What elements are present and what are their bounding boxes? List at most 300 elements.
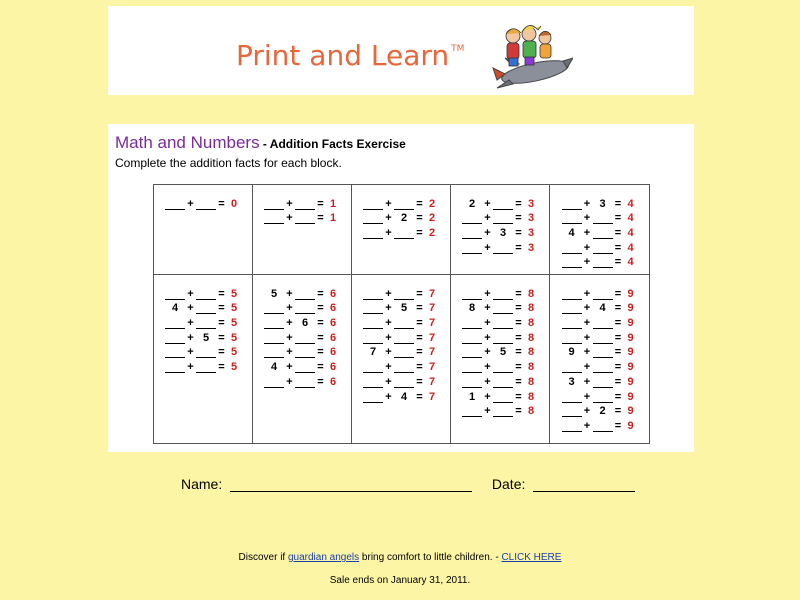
sum-value: 6 [329, 331, 337, 344]
trademark-mark: TM [451, 44, 465, 54]
blank-addend[interactable] [462, 406, 482, 417]
plus-sign: + [187, 287, 194, 300]
blank-addend[interactable] [196, 303, 216, 314]
blank-addend[interactable] [295, 289, 315, 300]
fact-row [550, 388, 649, 403]
plus-sign: + [286, 346, 293, 359]
blank-addend[interactable] [264, 303, 284, 314]
addend: 1 [468, 390, 476, 403]
blank-addend[interactable] [562, 257, 582, 268]
brand-name: Print and Learn [236, 39, 450, 72]
blank-addend[interactable] [295, 199, 315, 210]
plus-sign: + [187, 361, 194, 374]
blank-addend[interactable] [264, 318, 284, 329]
blank-addend[interactable] [493, 213, 513, 224]
plus-sign: + [385, 331, 392, 344]
plus-sign: + [187, 346, 194, 359]
promo-line [0, 552, 800, 563]
click-here-link[interactable]: CLICK HERE [501, 552, 562, 563]
blank-addend[interactable] [363, 377, 383, 388]
blank-addend[interactable] [165, 347, 185, 358]
equals-sign: = [317, 302, 324, 315]
sum-value: 8 [527, 317, 535, 330]
sum-value: 6 [329, 361, 337, 374]
fact-row [550, 254, 649, 269]
blank-addend[interactable] [462, 228, 482, 239]
plus-sign: + [385, 361, 392, 374]
blank-addend[interactable] [165, 333, 185, 344]
worksheet-subtitle: Addition Facts Exercise [269, 137, 406, 151]
equals-sign: = [614, 361, 622, 374]
plus-sign: + [484, 331, 491, 344]
addend: 5 [270, 287, 278, 300]
plus-sign: + [385, 212, 392, 225]
blank-addend[interactable] [196, 318, 216, 329]
blank-addend[interactable] [562, 213, 582, 224]
blank-addend[interactable] [462, 289, 482, 300]
addend: 5 [202, 331, 210, 344]
blank-addend[interactable] [593, 333, 613, 344]
fact-row [550, 373, 649, 388]
blank-addend[interactable] [363, 333, 383, 344]
plus-sign: + [484, 317, 491, 330]
plus-sign: + [286, 331, 293, 344]
equals-sign: = [218, 331, 225, 344]
addend: 2 [400, 212, 408, 225]
blank-addend[interactable] [363, 318, 383, 329]
sum-value: 8 [527, 302, 535, 315]
blank-addend[interactable] [165, 199, 185, 210]
plus-sign: + [187, 331, 194, 344]
addend: 3 [499, 227, 507, 240]
fact-row [550, 329, 649, 344]
blank-addend[interactable] [593, 377, 613, 388]
equals-sign: = [317, 361, 324, 374]
fact-row [550, 403, 649, 418]
equals-sign: = [515, 405, 522, 418]
blank-addend[interactable] [165, 289, 185, 300]
sum-value: 8 [527, 287, 535, 300]
sum-value: 5 [230, 287, 238, 300]
blank-addend[interactable] [493, 392, 513, 403]
fact-row [451, 344, 549, 359]
blank-addend[interactable] [462, 377, 482, 388]
blank-addend[interactable] [493, 303, 513, 314]
blank-addend[interactable] [394, 347, 414, 358]
blank-addend[interactable] [493, 362, 513, 373]
fact-row [352, 344, 450, 359]
equals-sign: = [614, 390, 622, 403]
blank-addend[interactable] [363, 362, 383, 373]
equals-sign: = [515, 390, 522, 403]
plus-sign: + [286, 197, 293, 210]
fact-row [253, 314, 351, 329]
blank-addend[interactable] [493, 333, 513, 344]
plus-sign: + [583, 317, 591, 330]
addition-facts-grid [153, 184, 650, 444]
equals-sign: = [218, 302, 225, 315]
plus-sign: + [286, 317, 293, 330]
addend: 8 [468, 302, 476, 315]
equals-sign: = [515, 317, 522, 330]
blank-addend[interactable] [462, 347, 482, 358]
equals-sign: = [317, 375, 324, 388]
date-label: Date: [491, 476, 526, 492]
equals-sign: = [317, 331, 324, 344]
blank-addend[interactable] [295, 213, 315, 224]
blank-addend[interactable] [493, 199, 513, 210]
plus-sign: + [385, 302, 392, 315]
blank-addend[interactable] [462, 243, 482, 254]
blank-addend[interactable] [562, 318, 582, 329]
sum-value: 5 [230, 302, 238, 315]
blank-addend[interactable] [165, 362, 185, 373]
blank-addend[interactable] [562, 421, 582, 432]
equals-sign: = [218, 287, 225, 300]
date-blank [533, 477, 635, 492]
sum-value: 6 [329, 346, 337, 359]
blank-addend[interactable] [394, 318, 414, 329]
equals-sign: = [416, 287, 423, 300]
blank-addend[interactable] [394, 377, 414, 388]
plus-sign: + [583, 212, 591, 225]
equals-sign: = [416, 302, 423, 315]
equals-sign: = [614, 331, 622, 344]
blank-addend[interactable] [363, 303, 383, 314]
fact-block-5 [550, 185, 649, 275]
fact-row [154, 285, 252, 300]
blank-addend[interactable] [363, 228, 383, 239]
sum-value: 8 [527, 390, 535, 403]
blank-addend[interactable] [264, 199, 284, 210]
fact-row [550, 239, 649, 254]
blank-addend[interactable] [593, 243, 613, 254]
blank-addend[interactable] [264, 347, 284, 358]
plus-sign: + [583, 331, 591, 344]
sum-value: 3 [527, 241, 535, 254]
equals-sign: = [218, 346, 225, 359]
sum-value: 3 [527, 212, 535, 225]
plus-sign: + [583, 390, 591, 403]
plus-sign: + [286, 287, 293, 300]
addend: 9 [568, 346, 575, 359]
fact-row [154, 344, 252, 359]
sum-value: 7 [428, 390, 436, 403]
worksheet-instructions: Complete the addition facts for each block. [115, 156, 342, 170]
blank-addend[interactable] [462, 318, 482, 329]
plus-sign: + [583, 227, 591, 240]
blank-addend[interactable] [593, 213, 613, 224]
equals-sign: = [614, 317, 622, 330]
addend: 3 [599, 197, 606, 210]
sum-value: 9 [627, 331, 634, 344]
sum-value: 5 [230, 331, 238, 344]
plus-sign: + [385, 346, 392, 359]
sum-value: 1 [329, 197, 337, 210]
blank-addend[interactable] [165, 318, 185, 329]
fact-row [352, 358, 450, 373]
blank-addend[interactable] [363, 199, 383, 210]
blank-addend[interactable] [593, 362, 613, 373]
fact-row [154, 329, 252, 344]
plus-sign: + [484, 212, 491, 225]
blank-addend[interactable] [593, 392, 613, 403]
blank-addend[interactable] [562, 199, 582, 210]
fact-row [253, 285, 351, 300]
fact-row [451, 314, 549, 329]
plus-sign: + [385, 375, 392, 388]
fact-row [154, 195, 252, 210]
blank-addend[interactable] [394, 228, 414, 239]
equals-sign: = [515, 241, 522, 254]
sum-value: 4 [627, 256, 634, 269]
plus-sign: + [583, 302, 591, 315]
sum-value: 5 [230, 346, 238, 359]
sum-value: 7 [428, 317, 436, 330]
sum-value: 6 [329, 302, 337, 315]
equals-sign: = [317, 287, 324, 300]
blank-addend[interactable] [394, 289, 414, 300]
addend: 4 [270, 361, 278, 374]
blank-addend[interactable] [394, 199, 414, 210]
title-separator: - [259, 137, 270, 151]
equals-sign: = [218, 317, 225, 330]
fact-row [550, 195, 649, 210]
fact-row [352, 224, 450, 239]
fact-row [253, 373, 351, 388]
fact-row [550, 314, 649, 329]
sum-value: 8 [527, 346, 535, 359]
plus-sign: + [484, 375, 491, 388]
plus-sign: + [286, 212, 293, 225]
blank-addend[interactable] [394, 333, 414, 344]
plus-sign: + [286, 375, 293, 388]
plus-sign: + [385, 197, 392, 210]
sum-value: 9 [627, 287, 634, 300]
blank-addend[interactable] [562, 243, 582, 254]
fact-row [352, 195, 450, 210]
blank-addend[interactable] [562, 303, 582, 314]
blank-addend[interactable] [264, 213, 284, 224]
blank-addend[interactable] [493, 289, 513, 300]
sum-value: 7 [428, 346, 436, 359]
addend: 5 [400, 302, 408, 315]
header-banner [108, 6, 694, 95]
blank-addend[interactable] [493, 318, 513, 329]
fact-block-10 [550, 275, 649, 443]
equals-sign: = [317, 197, 324, 210]
fact-block-9 [451, 275, 550, 443]
equals-sign: = [614, 405, 622, 418]
sum-value: 9 [627, 361, 634, 374]
fact-row [352, 285, 450, 300]
plus-sign: + [385, 390, 392, 403]
fact-row [550, 285, 649, 300]
equals-sign: = [614, 227, 622, 240]
equals-sign: = [515, 287, 522, 300]
fact-row [253, 358, 351, 373]
blank-addend[interactable] [593, 318, 613, 329]
fact-row [451, 210, 549, 225]
blank-addend[interactable] [196, 199, 216, 210]
plus-sign: + [583, 419, 591, 432]
sum-value: 4 [627, 227, 634, 240]
guardian-angels-link[interactable]: guardian angels [287, 552, 360, 563]
blank-addend[interactable] [562, 289, 582, 300]
name-date-fields [181, 476, 635, 492]
blank-addend[interactable] [264, 377, 284, 388]
plus-sign: + [583, 361, 591, 374]
sum-value: 5 [230, 361, 238, 374]
sum-value: 9 [627, 346, 634, 359]
equals-sign: = [416, 390, 423, 403]
sum-value: 2 [428, 212, 436, 225]
equals-sign: = [515, 212, 522, 225]
sum-value: 7 [428, 287, 436, 300]
sum-value: 4 [627, 212, 634, 225]
equals-sign: = [614, 419, 622, 432]
plus-sign: + [286, 361, 293, 374]
fact-block-7 [253, 275, 352, 443]
sum-value: 9 [627, 390, 634, 403]
blank-addend[interactable] [196, 347, 216, 358]
plus-sign: + [484, 390, 491, 403]
sum-value: 9 [627, 302, 634, 315]
equals-sign: = [515, 197, 522, 210]
fact-row [352, 210, 450, 225]
sum-value: 9 [627, 375, 634, 388]
plus-sign: + [385, 287, 392, 300]
fact-row [154, 314, 252, 329]
blank-addend[interactable] [363, 213, 383, 224]
equals-sign: = [515, 375, 522, 388]
blank-addend[interactable] [363, 289, 383, 300]
fact-row [550, 300, 649, 315]
blank-addend[interactable] [562, 392, 582, 403]
plus-sign: + [286, 302, 293, 315]
plus-sign: + [583, 256, 591, 269]
addend: 3 [568, 375, 575, 388]
blank-addend[interactable] [493, 243, 513, 254]
sum-value: 8 [527, 405, 535, 418]
fact-block-8 [352, 275, 451, 443]
blank-addend[interactable] [562, 362, 582, 373]
blank-addend[interactable] [493, 377, 513, 388]
sale-notice: Sale ends on January 31, 2011. [329, 575, 471, 586]
equals-sign: = [317, 212, 324, 225]
blank-addend[interactable] [462, 213, 482, 224]
sum-value: 8 [527, 331, 535, 344]
blank-addend[interactable] [394, 362, 414, 373]
fact-row [451, 195, 549, 210]
sum-value: 2 [428, 227, 436, 240]
blank-addend[interactable] [295, 303, 315, 314]
blank-addend[interactable] [363, 392, 383, 403]
sum-value: 9 [627, 419, 634, 432]
fact-row [352, 388, 450, 403]
sum-value: 6 [329, 375, 337, 388]
fact-row [352, 300, 450, 315]
addend: 2 [468, 197, 476, 210]
blank-addend[interactable] [295, 362, 315, 373]
worksheet-heading [115, 133, 406, 153]
promo-prefix: Discover if [238, 552, 288, 563]
addend: 4 [400, 390, 408, 403]
equals-sign: = [614, 241, 622, 254]
fact-row [550, 344, 649, 359]
sum-value: 3 [527, 227, 535, 240]
blank-addend[interactable] [593, 257, 613, 268]
name-blank [230, 477, 472, 492]
blank-addend[interactable] [593, 421, 613, 432]
equals-sign: = [515, 361, 522, 374]
blank-addend[interactable] [196, 362, 216, 373]
plus-sign: + [484, 227, 491, 240]
addend: 4 [568, 227, 575, 240]
fact-block-1 [154, 185, 253, 275]
plus-sign: + [583, 241, 591, 254]
blank-addend[interactable] [462, 362, 482, 373]
fact-row [253, 344, 351, 359]
fact-block-4 [451, 185, 550, 275]
blank-addend[interactable] [562, 406, 582, 417]
equals-sign: = [614, 212, 622, 225]
equals-sign: = [416, 227, 423, 240]
sum-value: 7 [428, 302, 436, 315]
fact-row [253, 329, 351, 344]
blank-addend[interactable] [295, 333, 315, 344]
addend: 7 [369, 346, 377, 359]
sum-value: 6 [329, 317, 337, 330]
plus-sign: + [187, 197, 194, 210]
equals-sign: = [515, 346, 522, 359]
fact-row [253, 300, 351, 315]
fact-row [451, 224, 549, 239]
blank-addend[interactable] [562, 333, 582, 344]
equals-sign: = [614, 197, 622, 210]
sum-value: 6 [329, 287, 337, 300]
fact-row [550, 358, 649, 373]
fact-row [451, 285, 549, 300]
equals-sign: = [515, 331, 522, 344]
fact-block-3 [352, 185, 451, 275]
plus-sign: + [385, 317, 392, 330]
brand-logo[interactable] [236, 39, 464, 72]
blank-addend[interactable] [196, 289, 216, 300]
blank-addend[interactable] [264, 333, 284, 344]
plus-sign: + [484, 405, 491, 418]
addend: 6 [301, 317, 309, 330]
equals-sign: = [614, 346, 622, 359]
blank-addend[interactable] [593, 289, 613, 300]
plus-sign: + [583, 287, 591, 300]
sum-value: 9 [627, 405, 634, 418]
fact-row [451, 388, 549, 403]
blank-addend[interactable] [462, 333, 482, 344]
equals-sign: = [614, 375, 622, 388]
blank-addend[interactable] [493, 406, 513, 417]
plus-sign: + [583, 197, 591, 210]
equals-sign: = [416, 346, 423, 359]
plus-sign: + [484, 287, 491, 300]
sum-value: 4 [627, 197, 634, 210]
blank-addend[interactable] [295, 347, 315, 358]
blank-addend[interactable] [593, 347, 613, 358]
blank-addend[interactable] [593, 228, 613, 239]
plus-sign: + [484, 302, 491, 315]
blank-addend[interactable] [295, 377, 315, 388]
plus-sign: + [583, 405, 591, 418]
